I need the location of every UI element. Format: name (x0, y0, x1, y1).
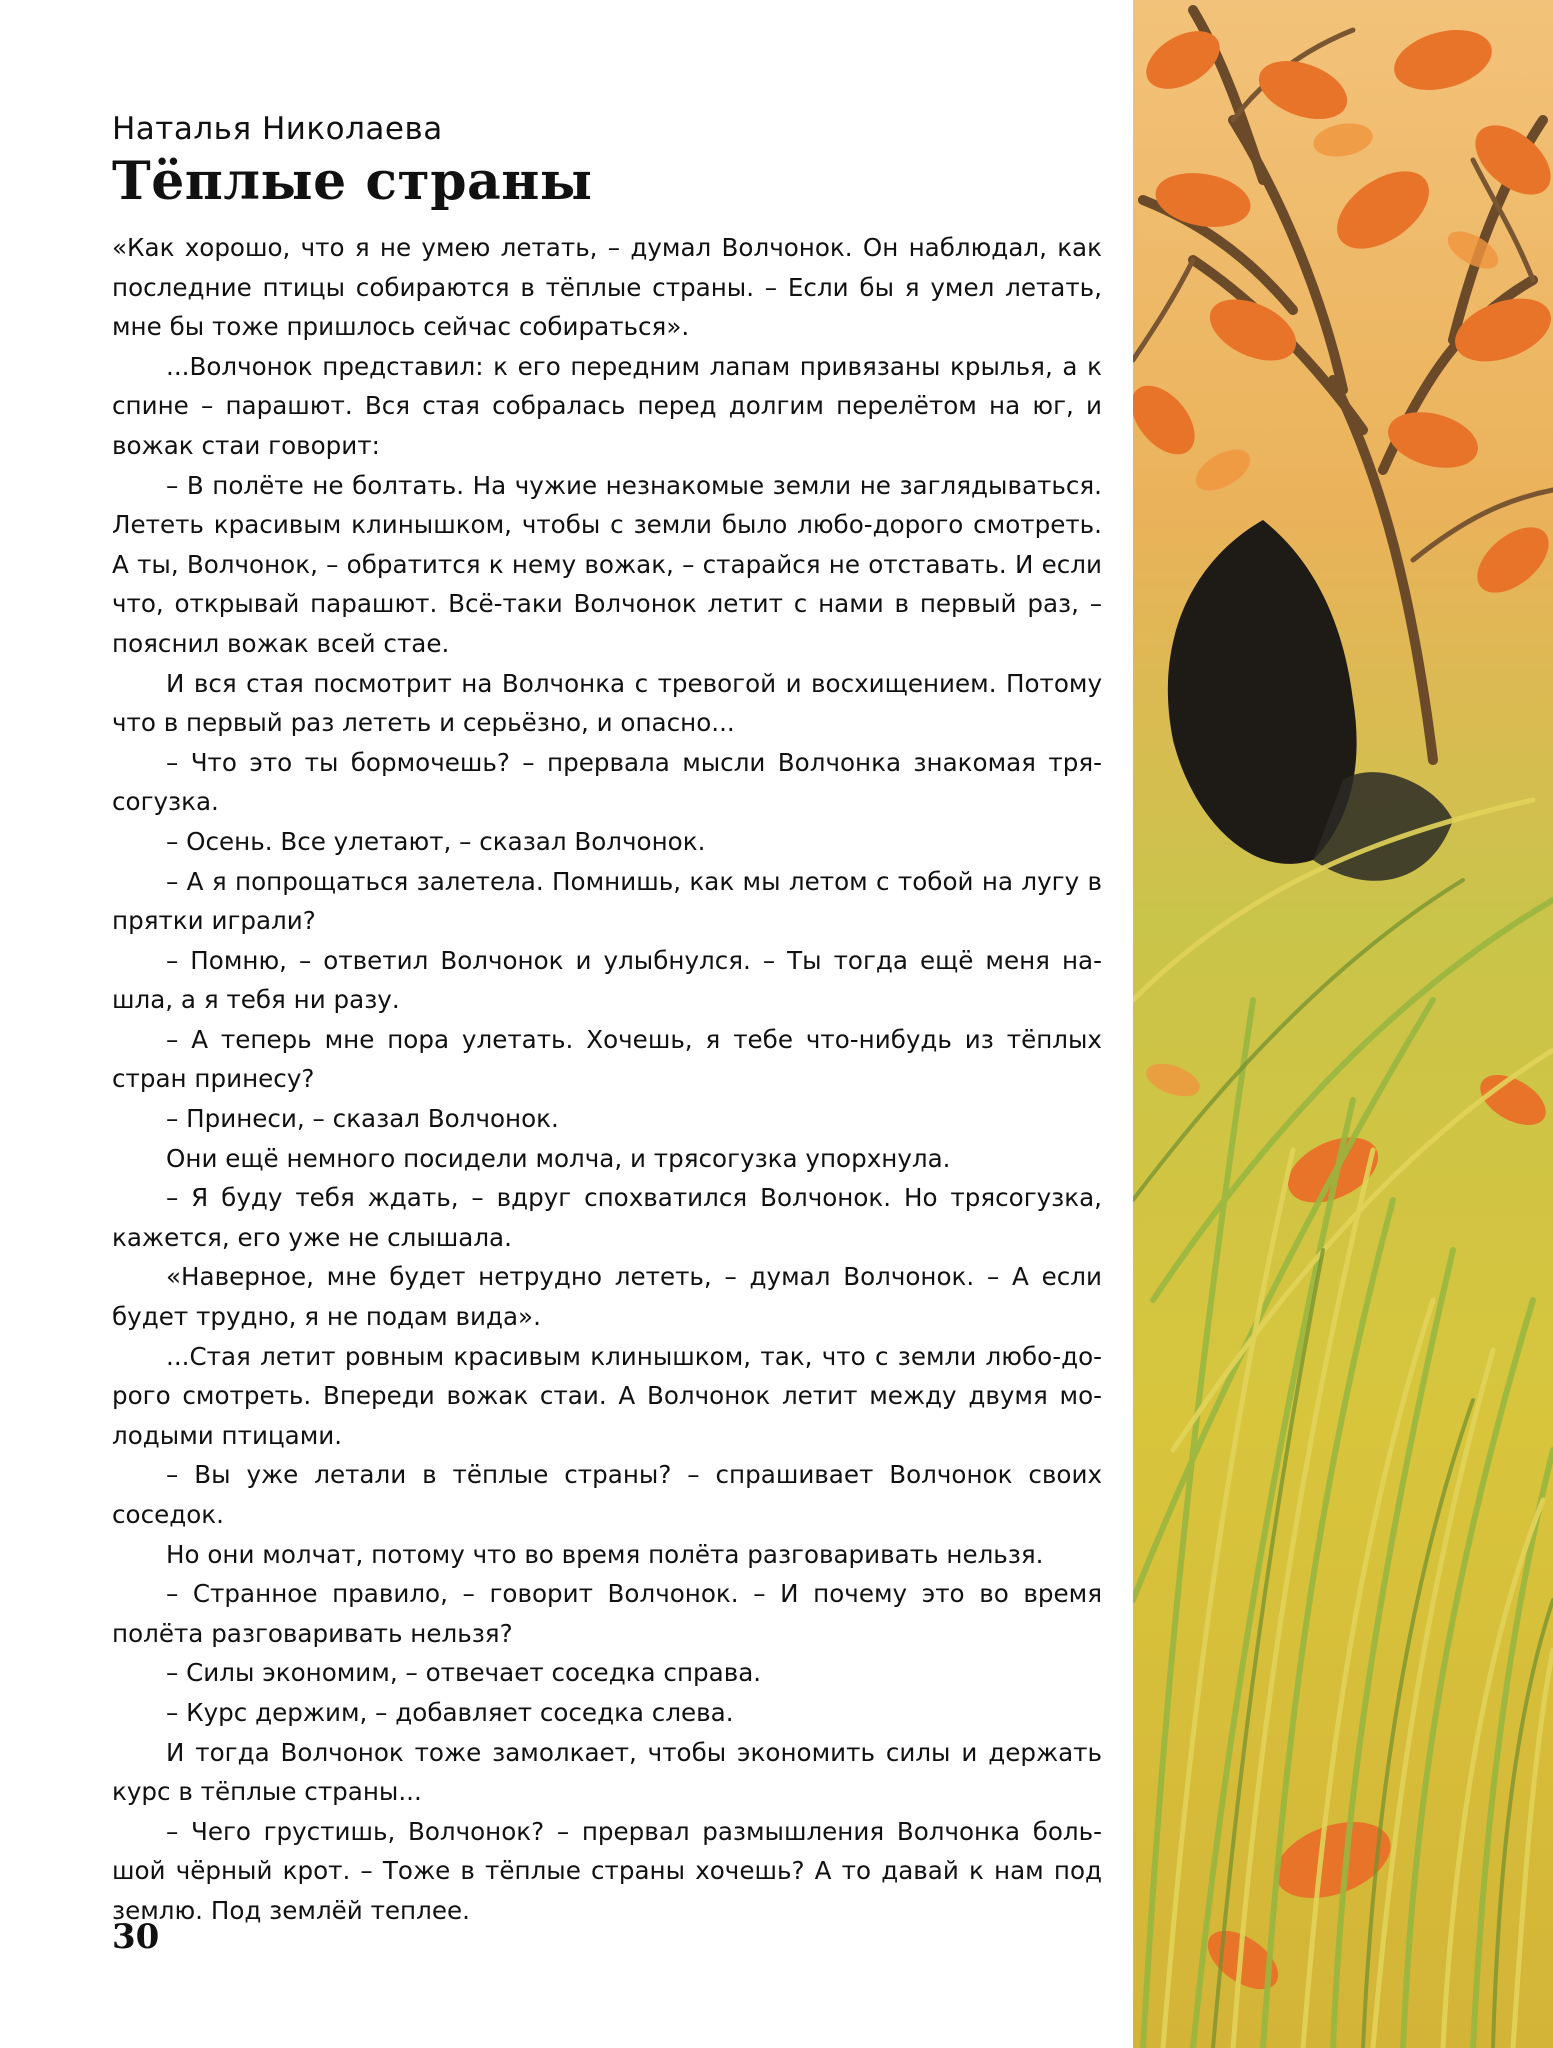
autumn-illustration (1133, 0, 1553, 2048)
paragraph: – Вы уже летали в тёплые страны? – спрашивает Волчонок своих соседок. (112, 1460, 1102, 1529)
paragraph: – Осень. Все улетают, – сказал Волчонок. (166, 826, 706, 856)
paragraph: – Я буду тебя ждать, – вдруг спохватился Волчонок. Но трясогузка, кажется, его уже не слышала. (112, 1183, 1102, 1252)
page-number: 30 (112, 1917, 160, 1957)
paragraph: – Странное правило, – говорит Волчонок. – И почему это во время полёта разговаривать нельзя? (112, 1579, 1102, 1648)
author-name: Наталья Николаева (112, 111, 443, 147)
paragraph: – Силы экономим, – отвечает соседка справа. (166, 1658, 762, 1688)
paragraph: – Помню, – ответил Волчонок и улыбнулся. – Ты тогда ещё меня нашла, а я тебя ни разу. (112, 945, 1102, 1015)
paragraph: – В полёте не болтать. На чужие незнакомые земли не заглядываться. Лететь красивым клинышком, чтобы с земли было любо-дорого смотреть. А ты, Волчонок, – обратится к нему вожак, – старайся не отставать. И если что, открывай парашют. Всё-таки Волчонок летит с нами в первый раз, – пояснил вожак всей стае. (112, 470, 1102, 658)
paragraph: – Чего грустишь, Волчонок? – прервал размышления Волчонка большой чёрный крот. – Тоже в тёплые страны хочешь? А то давай к нам под землю. Под землёй теплее. (112, 1816, 1102, 1925)
paragraph: Но они молчат, потому что во время полёта разговаривать нельзя. (166, 1539, 1044, 1569)
paragraph: – Принеси, – сказал Волчонок. (166, 1104, 559, 1134)
paragraph: «Наверное, мне будет нетрудно лететь, – думал Волчонок. – А если будет трудно, я не подам вида». (112, 1262, 1102, 1332)
paragraph: Они ещё немного посидели молча, и трясогузка упорхнула. (166, 1143, 951, 1173)
paragraph: ...Волчонок представил: к его передним лапам привязаны крылья, а к спине – парашют. Вся стая собралась перед долгим перелётом на юг, и вожак стаи говорит: (112, 351, 1102, 460)
paragraph: ...Стая летит ровным красивым клинышком, так, что с земли любо-дорого смотреть. Впереди вожак стаи. А Волчонок летит между двумя молодыми птицами. (112, 1341, 1102, 1450)
paragraph: – Что это ты бормочешь? – прервала мысли Волчонка знакомая трясогузка. (112, 747, 1102, 817)
paragraph: – А я попрощаться залетела. Помнишь, как мы летом с тобой на лугу в прятки играли? (112, 866, 1102, 936)
paragraph: И вся стая посмотрит на Волчонка с тревогой и восхищением. Потому что в первый раз лететь и серьёзно, и опасно... (112, 668, 1102, 738)
paragraph: И тогда Волчонок тоже замолкает, чтобы экономить силы и держать курс в тёплые страны... (112, 1737, 1102, 1807)
paragraph: – Курс держим, – добавляет соседка слева. (166, 1697, 734, 1727)
story-body (112, 228, 1102, 1931)
paragraph: – А теперь мне пора улетать. Хочешь, я тебе что-нибудь из тёплых стран принесу? (112, 1024, 1102, 1094)
story-title: Тёплые страны (112, 151, 593, 212)
paragraph: «Как хорошо, что я не умею летать, – думал Волчонок. Он наблюдал, как последние птицы собираются в тёплые страны. – Если бы я умел летать, мне бы тоже пришлось сейчас собираться». (112, 233, 1102, 342)
text-column (112, 108, 1102, 1931)
